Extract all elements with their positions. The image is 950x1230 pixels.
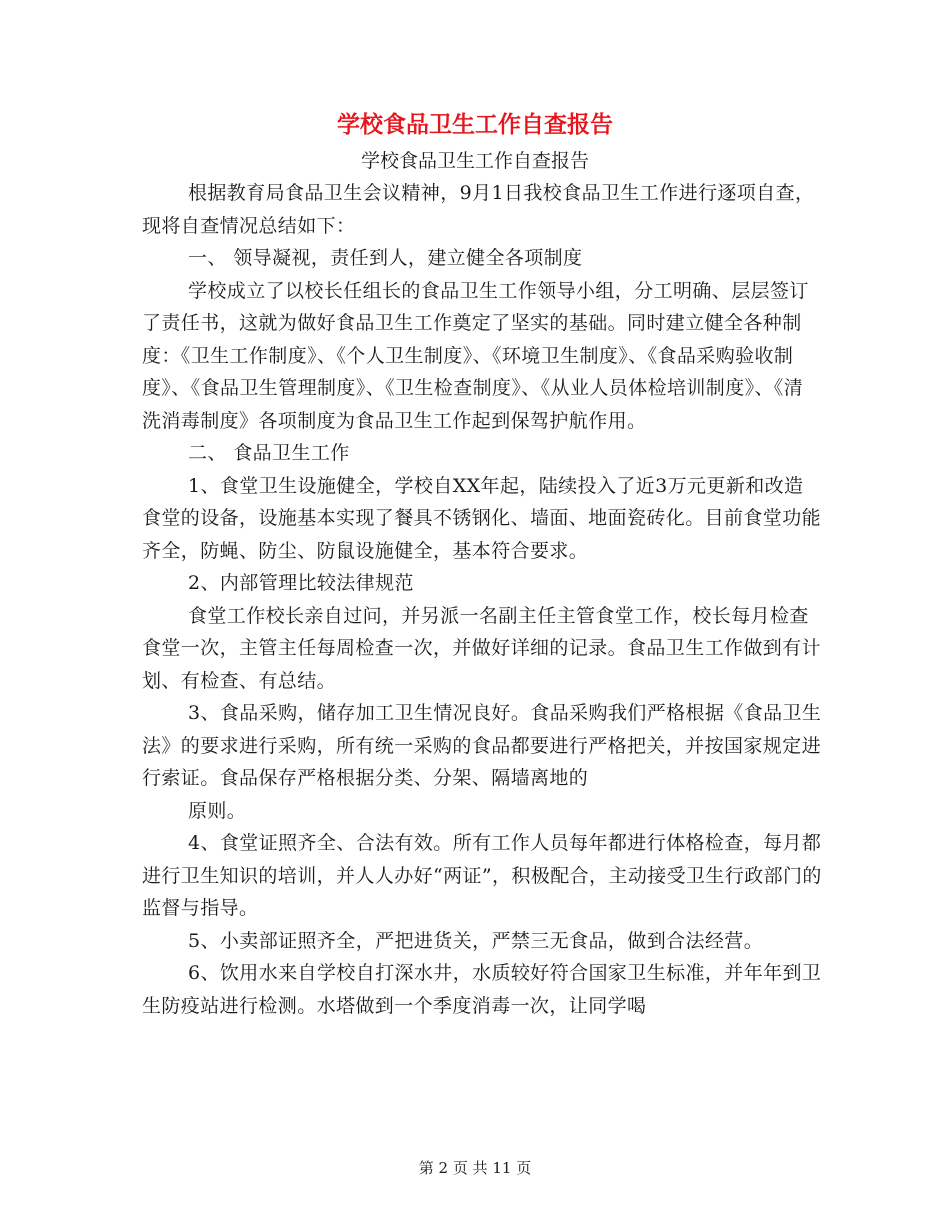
paragraph-item-2: 食堂工作校长亲自过问，并另派一名副主任主管食堂工作，校长每月检查食堂一次，主管主任每周检查一次，并做好详细的记录。食品卫生工作做到有计划、有检查、有总结。 bbox=[142, 604, 822, 692]
document-title: 学校食品卫生工作自查报告 bbox=[337, 112, 613, 138]
paragraph-item-3: 3、食品采购，储存加工卫生情况良好。食品采购我们严格根据《食品卫生法》的要求进行采购，所有统一采购的食品都要进行严格把关，并按国家规定进行索证。食品保存严格根据分类、分架、隔墙离地的 bbox=[142, 702, 822, 789]
paragraph-item-3-continued: 原则。 bbox=[188, 799, 247, 822]
paragraph-item-5: 5、小卖部证照齐全，严把进货关，严禁三无食品，做到合法经营。 bbox=[188, 929, 764, 952]
document-subtitle: 学校食品卫生工作自查报告 bbox=[360, 150, 589, 172]
document-body bbox=[142, 177, 822, 1022]
paragraph-intro: 根据教育局食品卫生会议精神，9月1日我校食品卫生工作进行逐项自查，现将自查情况总结如下： bbox=[142, 182, 815, 237]
section-heading-2: 二、 食品卫生工作 bbox=[188, 442, 350, 464]
section-heading-1: 一、 领导凝视，责任到人，建立健全各项制度 bbox=[188, 247, 583, 269]
paragraph-item-1: 1、食堂卫生设施健全，学校自XX年起，陆续投入了近3万元更新和改造食堂的设备，设施基本实现了餐具不锈钢化、墙面、地面瓷砖化。目前食堂功能齐全，防蝇、防尘、防鼠设施健全，基本符合要求。 bbox=[142, 474, 822, 562]
paragraph-item-4: 4、食堂证照齐全、合法有效。所有工作人员每年都进行体格检查，每月都进行卫生知识的培训，并人人办好“两证”，积极配合，主动接受卫生行政部门的监督与指导。 bbox=[142, 832, 822, 919]
paragraph-leadership: 学校成立了以校长任组长的食品卫生工作领导小组，分工明确、层层签订了责任书，这就为做好食品卫生工作奠定了坚实的基础。同时建立健全各种制度：《卫生工作制度》、《个人卫生制度》、《环境卫生制度》、《食品采购验收制度》、《食品卫生管理制度》、《卫生检查制度》、《从业人员体检培训制度》、《清洗消毒制度》各项制度为食品卫生工作起到保驾护航作用。 bbox=[142, 279, 809, 432]
page-number-footer: 第 2 页 共 11 页 bbox=[418, 1159, 532, 1177]
paragraph-item-6: 6、饮用水来自学校自打深水井，水质较好符合国家卫生标准，并年年到卫生防疫站进行检测。水塔做到一个季度消毒一次，让同学喝 bbox=[142, 962, 822, 1017]
paragraph-item-2-heading: 2、内部管理比较法律规范 bbox=[188, 572, 414, 594]
